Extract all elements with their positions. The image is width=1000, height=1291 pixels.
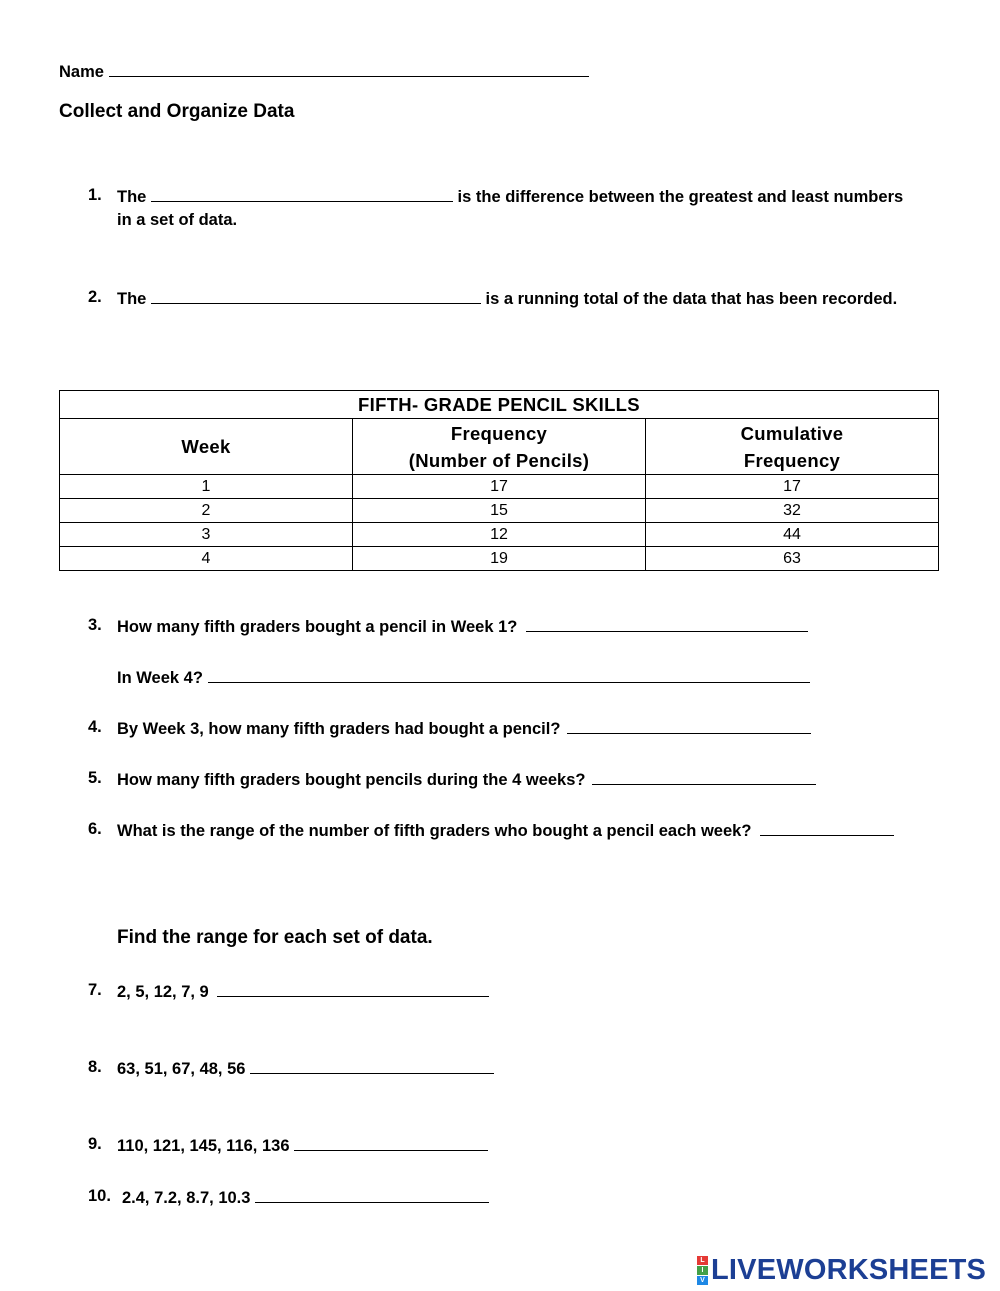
pencil-skills-table [59,390,939,571]
q4-line [117,718,811,739]
q6-line [117,820,894,841]
liveworksheets-logo [697,1255,986,1285]
table-row [60,547,939,571]
q9-line [117,1135,488,1156]
cell-week: 2 [60,499,353,523]
q7-text: 2, 5, 12, 7, 9 [117,983,209,1001]
q6-number: 6. [88,820,102,838]
q8-text: 63, 51, 67, 48, 56 [117,1060,246,1078]
table-row [60,523,939,547]
cell-cumulative: 63 [646,547,939,571]
col-header-cumulative: Cumulative Frequency [646,419,939,475]
q7-number: 7. [88,981,102,999]
q3-number: 3. [88,616,102,634]
cell-frequency: 19 [353,547,646,571]
q1-line2: in a set of data. [117,211,238,229]
page-title: Collect and Organize Data [59,101,295,122]
q1-after: is the difference between the greatest and least numbers [457,188,904,206]
q3b-line [117,667,810,688]
col-header-frequency: Frequency (Number of Pencils) [353,419,646,475]
logo-block: V [697,1276,708,1285]
cell-cumulative: 44 [646,523,939,547]
q8-number: 8. [88,1058,102,1076]
q9-number: 9. [88,1135,102,1153]
cell-week: 4 [60,547,353,571]
cell-week: 1 [60,475,353,499]
q8-blank[interactable] [250,1058,494,1074]
q10-text: 2.4, 7.2, 8.7, 10.3 [122,1189,251,1207]
q5-blank[interactable] [592,769,816,785]
q3-line [117,616,808,637]
q4-text: By Week 3, how many fifth graders had bought a pencil? [117,720,561,738]
cell-week: 3 [60,523,353,547]
col-header-week: Week [60,419,353,475]
q1-blank[interactable] [151,186,453,202]
q6-text: What is the range of the number of fifth graders who bought a pencil each week? [117,822,752,840]
q6-blank[interactable] [760,820,894,836]
q4-number: 4. [88,718,102,736]
q9-text: 110, 121, 145, 116, 136 [117,1137,290,1155]
name-label: Name [59,63,104,81]
q1-number: 1. [88,186,102,204]
cell-cumulative: 32 [646,499,939,523]
name-field [59,61,589,82]
cell-frequency: 12 [353,523,646,547]
table-title: FIFTH- GRADE PENCIL SKILLS [60,391,939,419]
q8-line [117,1058,494,1079]
name-blank[interactable] [109,61,589,77]
range-heading: Find the range for each set of data. [117,927,433,948]
q2-after: is a running total of the data that has been recorded. [485,290,898,308]
q3b-text: In Week 4? [117,669,203,687]
q3-text: How many fifth graders bought a pencil in Week 1? [117,618,518,636]
q5-number: 5. [88,769,102,787]
q3-blank[interactable] [526,616,808,632]
q10-line [122,1187,489,1208]
cell-frequency: 15 [353,499,646,523]
q10-blank[interactable] [255,1187,489,1203]
q5-text: How many fifth graders bought pencils during the 4 weeks? [117,771,586,789]
q2-line1 [117,288,897,309]
q10-number: 10. [88,1187,111,1205]
logo-blocks-icon [697,1256,708,1285]
q1-before: The [117,188,147,206]
q9-blank[interactable] [294,1135,488,1151]
q7-line [117,981,489,1002]
q1-line1 [117,186,903,207]
q2-number: 2. [88,288,102,306]
logo-block: L [697,1256,708,1265]
cell-frequency: 17 [353,475,646,499]
q2-before: The [117,290,147,308]
table-row [60,499,939,523]
q2-blank[interactable] [151,288,481,304]
q3b-blank[interactable] [208,667,810,683]
table-row [60,475,939,499]
q7-blank[interactable] [217,981,489,997]
q5-line [117,769,816,790]
cell-cumulative: 17 [646,475,939,499]
logo-text: LIVEWORKSHEETS [711,1253,987,1286]
q4-blank[interactable] [567,718,811,734]
logo-block: I [697,1266,708,1275]
